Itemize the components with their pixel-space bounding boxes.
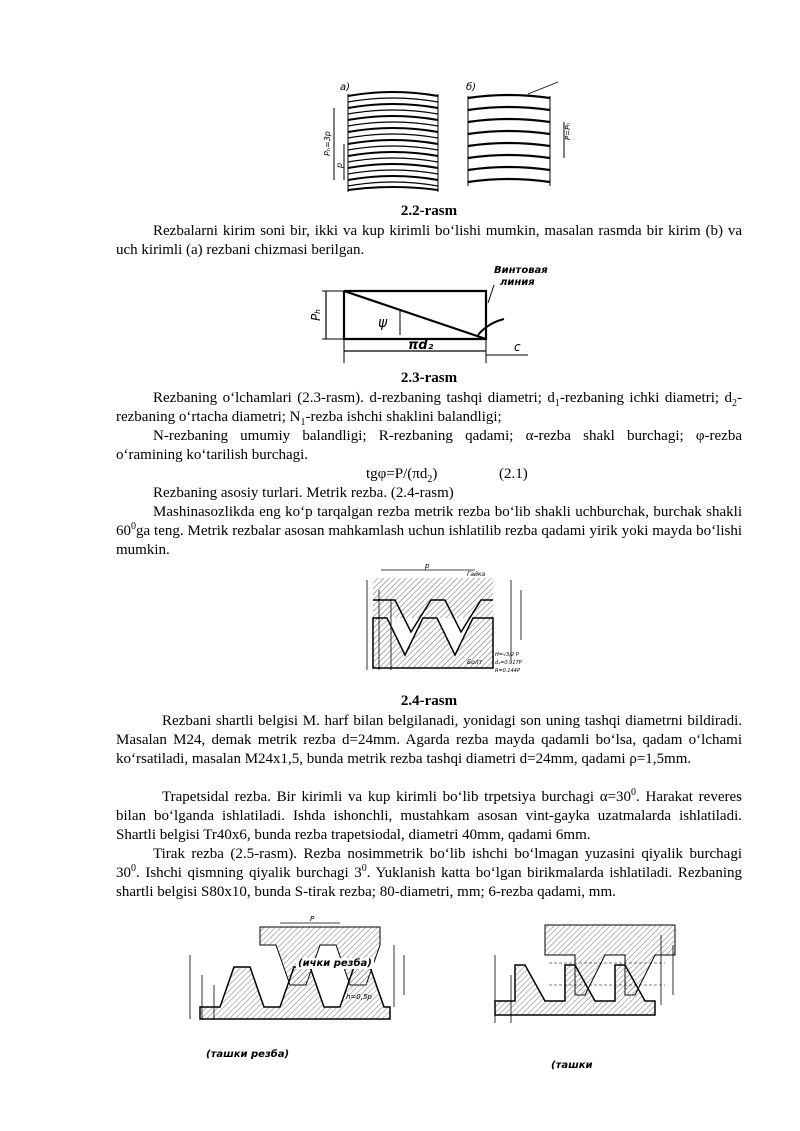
svg-text:p: p <box>335 162 344 168</box>
fig25-label-inner: (ички резба) <box>298 958 372 969</box>
fig23-label-helix-line2: линия <box>500 277 535 288</box>
svg-text:Pₕ=3p: Pₕ=3p <box>323 131 332 156</box>
fig22-label-b: б) <box>466 82 477 93</box>
formula-number: (2.1) <box>499 466 528 482</box>
fig23-label-pid: πd₂ <box>408 338 434 353</box>
figure-2-2-caption: 2.2-rasm <box>400 203 458 219</box>
fig23-label-c: c <box>514 340 521 354</box>
fig22-label-a: a) <box>340 82 351 93</box>
paragraph-8: Tirak rezba (2.5-rasm). Rezba nosimmetrik boʻlib ishchi boʻlmagan yuzasini qiyalik burchagi $30^0$. Ishchi qismning qiyalik burchagi $3^0$. Yuklanish katta boʻlgan birikmalarda ishlatiladi. Rezbaning shartli belgisi S80x10, bunda S-tirak rezba; 80-diametri, mm; 6-rezba qadami, mm. <box>116 846 742 900</box>
figure-2-2-springs <box>318 78 588 198</box>
paragraph-7: Trapetsidal rezba. Bir kirimli va kup kirimli boʻlib trpetsiya burchagi $\alpha=30^0$. Harakat reveres bilan boʻlganda ishlatiladi. Ishda ishonchli, mustahkam asosan vint-gayka uzatmalarda ishlatiladi. Shartli belgisi Tr40x6, bunda rezba trapetsiodal, diametri 40mm, qadami 6mm. <box>116 787 742 843</box>
fig25-label-outer-left: (ташки резба) <box>206 1049 290 1060</box>
figure-2-3-helix <box>308 263 568 367</box>
fig24-label-nut: Гайка <box>467 571 486 578</box>
svg-text:P: P <box>310 915 315 923</box>
paragraph-2: Rezbaning oʻlchamlari (2.3-rasm). d-rezbaning tashqi diametri; $d_1$-rezbaning ichki diametri; $d_2$-rezbaning oʻrtacha diametri; $N_1$-rezba ishchi shaklini balandligi; <box>116 390 742 428</box>
figure-2-3-caption: 2.3-rasm <box>400 370 458 386</box>
fig23-label-ph: Pₕ <box>309 308 323 321</box>
fig23-label-psi: ψ <box>378 315 388 331</box>
paragraph-4: Rezbaning asosiy turlari. Metrik rezba. (2.4-rasm) <box>153 485 454 501</box>
paragraph-6: Rezbani shartli belgisi M. harf bilan belgilanadi, yonidagi son uning tashqi diametrni bildiradi. Masalan M24, demak metrik rezba d=24mm. Agarda rezba mayda qadamli boʻlsa, qadam oʻlchami koʻrsatiladi, masalan M24x1,5, bunda metrik rezba tashqi diametri d=24mm, qadami ρ=1,5mm. <box>116 713 742 767</box>
figure-2-5-left-trapezoidal <box>180 915 410 1027</box>
figure-2-5-right-buttress <box>485 915 685 1027</box>
figure-2-4-metric-thread <box>345 560 545 680</box>
formula-expression: $tg\varphi=P/(\pi d_2)$ <box>366 466 438 485</box>
svg-text:H=√3/2 P: H=√3/2 P <box>495 652 519 658</box>
svg-text:R=0.144P: R=0.144P <box>495 668 520 674</box>
paragraph-5: Mashinasozlikda eng koʻp tarqalgan rezba metrik rezba boʻlib shakli uchburchak, burchak shakli $60^0ga$ teng. Metrik rezbalar asosan mahkamlash uchun ishlatilib rezba qadami yirik yoki mayda boʻlishi mumkin. <box>116 504 742 558</box>
fig24-label-bolt: Болт <box>467 659 483 666</box>
svg-text:p: p <box>425 562 430 570</box>
svg-text:h=0,5p: h=0,5p <box>346 993 372 1001</box>
paragraph-3: N-rezbaning umumiy balandligi; R-rezbaning qadami; α-rezba shakl burchagi; φ-rezba oʻramining koʻtarilish burchagi. <box>116 428 742 463</box>
fig25-label-outer-right: (ташки <box>551 1060 593 1071</box>
fig23-label-helix-line1: Винтовая <box>494 265 548 276</box>
svg-text:d₁=0.917P: d₁=0.917P <box>495 660 522 666</box>
svg-text:P=Pₕ: P=Pₕ <box>564 122 572 140</box>
paragraph-1: Rezbalarni kirim soni bir, ikki va kup kirimli boʻlishi mumkin, masalan rasmda bir kirim (b) va uch kirimli (a) rezbani chizmasi berilgan. <box>116 223 742 258</box>
figure-2-4-caption: 2.4-rasm <box>400 693 458 709</box>
